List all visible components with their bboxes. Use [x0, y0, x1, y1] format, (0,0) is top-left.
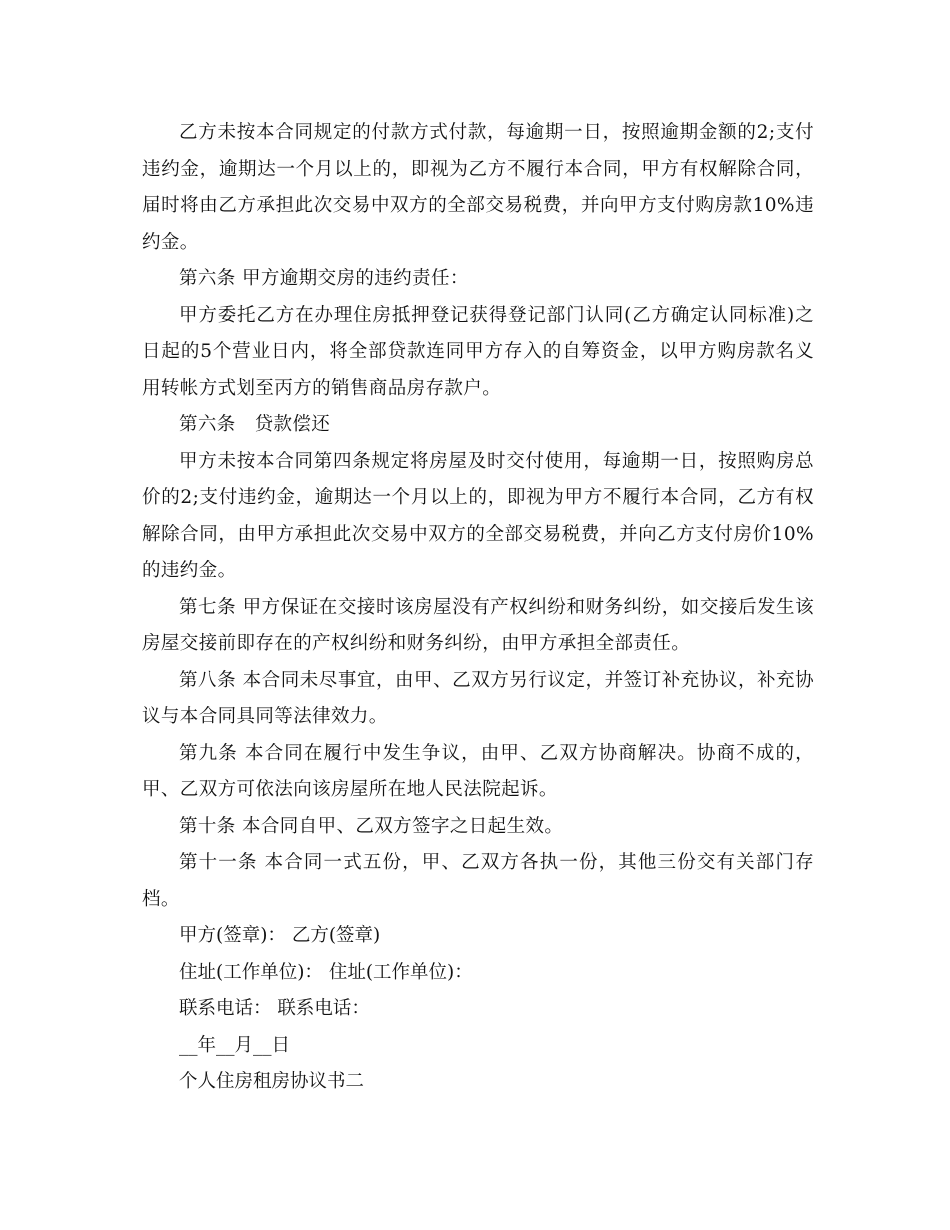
paragraph-article-8: 第八条 本合同未尽事宜，由甲、乙双方另行议定，并签订补充协议，补充协议与本合同具同等法律效力。 — [142, 669, 814, 727]
paragraph-article-6-loan-repayment: 第六条 贷款偿还 — [179, 414, 331, 435]
signature-address-line: 住址(工作单位)： 住址(工作单位)： — [179, 961, 473, 983]
paragraph-late-payment-penalty: 乙方未按本合同规定的付款方式付款，每逾期一日，按照逾期金额的2;支付违约金，逾期达一个月以上的，即视为乙方不履行本合同，甲方有权解除合同，届时将由乙方承担此次交易中双方的全部交易税费，并向甲方支付购房款10%违约金。 — [142, 122, 814, 253]
signature-date-line: __年__月__日 — [179, 1034, 291, 1056]
next-document-title: 个人住房租房协议书二 — [179, 1071, 365, 1092]
paragraph-article-6-heading: 第六条 甲方逾期交房的违约责任： — [179, 268, 469, 289]
paragraph-loan-transfer: 甲方委托乙方在办理住房抵押登记获得登记部门认同(乙方确定认同标准)之日起的5个营业日内，将全部贷款连同甲方存入的自筹资金，以甲方购房款名义用转帐方式划至丙方的销售商品房存款户。 — [142, 304, 814, 399]
paragraph-article-9: 第九条 本合同在履行中发生争议，由甲、乙双方协商解决。协商不成的，甲、乙双方可依法向该房屋所在地人民法院起诉。 — [142, 742, 814, 800]
paragraph-article-10: 第十条 本合同自甲、乙双方签字之日起生效。 — [179, 815, 564, 837]
paragraph-article-11: 第十一条 本合同一式五份，甲、乙双方各执一份，其他三份交有关部门存档。 — [142, 852, 814, 910]
document-body — [142, 115, 814, 1101]
signature-phone-line: 联系电话： 联系电话： — [179, 998, 370, 1019]
paragraph-article-7: 第七条 甲方保证在交接时该房屋没有产权纠纷和财务纠纷，如交接后发生该房屋交接前即存在的产权纠纷和财务纠纷，由甲方承担全部责任。 — [142, 596, 814, 654]
signature-parties-line: 甲方(签章)： 乙方(签章) — [179, 925, 381, 946]
paragraph-late-delivery-penalty: 甲方未按本合同第四条规定将房屋及时交付使用，每逾期一日，按照购房总价的2;支付违约金，逾期达一个月以上的，即视为甲方不履行本合同，乙方有权解除合同，由甲方承担此次交易中双方的全部交易税费，并向乙方支付房价10%的违约金。 — [142, 450, 814, 581]
